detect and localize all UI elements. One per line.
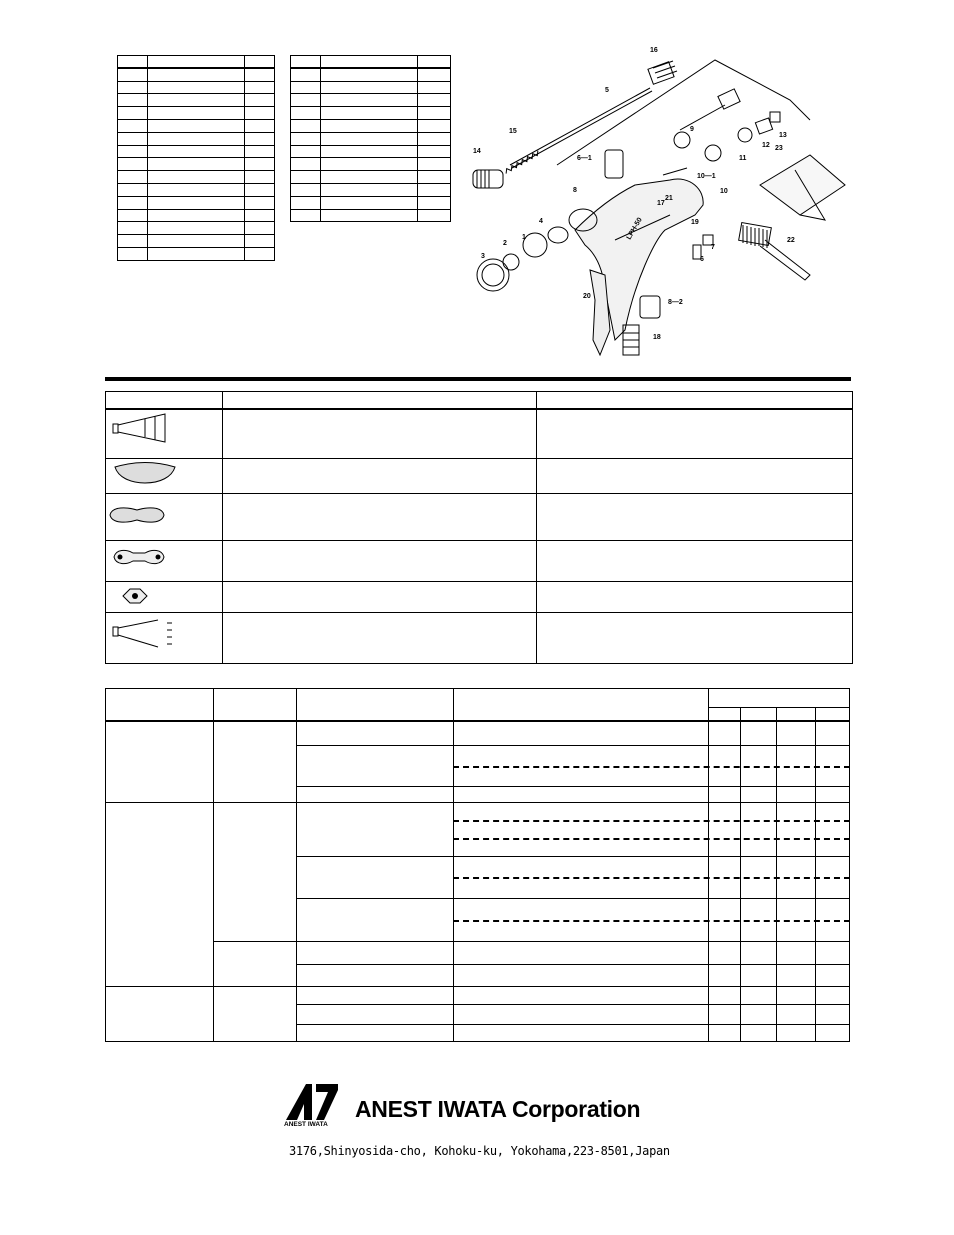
svg-text:22: 22	[787, 237, 795, 244]
spatter-cone-icon	[110, 617, 180, 651]
parts-list-right	[290, 55, 451, 222]
svg-text:6—1: 6—1	[577, 155, 592, 162]
svg-text:10: 10	[720, 188, 728, 195]
parts-row	[118, 196, 275, 209]
svg-text:3: 3	[481, 253, 485, 260]
svg-text:5: 5	[605, 87, 609, 94]
svg-text:8: 8	[573, 187, 577, 194]
parts-row	[118, 81, 275, 94]
parts-row	[118, 68, 275, 81]
svg-text:12: 12	[762, 142, 770, 149]
parts-row	[291, 56, 451, 69]
svg-text:10—1: 10—1	[697, 173, 716, 180]
parts-row	[118, 107, 275, 120]
parts-row	[118, 145, 275, 158]
anest-iwata-logo	[284, 1082, 340, 1122]
svg-text:LPH-50: LPH-50	[625, 216, 644, 241]
svg-text:18: 18	[653, 334, 661, 341]
svg-text:19: 19	[691, 219, 699, 226]
center-heavy-pattern-icon	[120, 586, 150, 606]
parts-row	[291, 196, 451, 209]
heavy-ends-pattern-icon	[107, 503, 167, 527]
svg-text:7: 7	[711, 244, 715, 251]
parts-list-left	[117, 55, 275, 261]
split-pattern-icon	[111, 547, 167, 567]
troubleshooting-table	[105, 391, 853, 664]
parts-row	[118, 171, 275, 184]
parts-row	[118, 235, 275, 248]
spray-gun-exploded-diagram	[465, 40, 855, 370]
svg-text:14: 14	[473, 148, 481, 155]
company-address: 3176,Shinyosida-cho, Kohoku-ku, Yokohama,223-8501,Japan	[289, 1144, 670, 1158]
parts-row	[291, 81, 451, 94]
svg-text:9: 9	[690, 126, 694, 133]
svg-text:23: 23	[775, 145, 783, 152]
svg-text:15: 15	[509, 128, 517, 135]
parts-row	[118, 132, 275, 145]
svg-text:4: 4	[539, 218, 543, 225]
svg-text:6: 6	[700, 256, 704, 263]
parts-row	[291, 119, 451, 132]
svg-text:1: 1	[522, 234, 526, 241]
parts-row	[118, 119, 275, 132]
parts-row	[118, 158, 275, 171]
svg-text:21: 21	[665, 195, 673, 202]
parts-row	[291, 145, 451, 158]
parts-row	[118, 222, 275, 235]
svg-text:17: 17	[657, 200, 665, 207]
svg-text:20: 20	[583, 293, 591, 300]
parts-row	[291, 158, 451, 171]
section-divider	[105, 377, 851, 381]
svg-text:2: 2	[503, 240, 507, 247]
svg-text:11: 11	[739, 155, 747, 162]
svg-text:8—2: 8—2	[668, 299, 683, 306]
crescent-pattern-icon	[110, 459, 180, 487]
parts-row	[118, 94, 275, 107]
parts-row	[118, 56, 275, 69]
spray-cone-icon	[110, 411, 170, 445]
parts-row	[291, 132, 451, 145]
svg-text:16: 16	[650, 47, 658, 54]
parts-row	[118, 209, 275, 222]
parts-row	[291, 107, 451, 120]
parts-row	[291, 171, 451, 184]
logo-wordmark: ANEST IWATA	[284, 1121, 328, 1128]
parts-row	[118, 183, 275, 196]
company-name: ANEST IWATA Corporation	[355, 1096, 641, 1122]
specification-table	[105, 688, 850, 1042]
svg-text:13: 13	[779, 132, 787, 139]
parts-row	[291, 68, 451, 81]
parts-row	[118, 247, 275, 260]
parts-row	[291, 209, 451, 222]
parts-row	[291, 94, 451, 107]
parts-row	[291, 183, 451, 196]
